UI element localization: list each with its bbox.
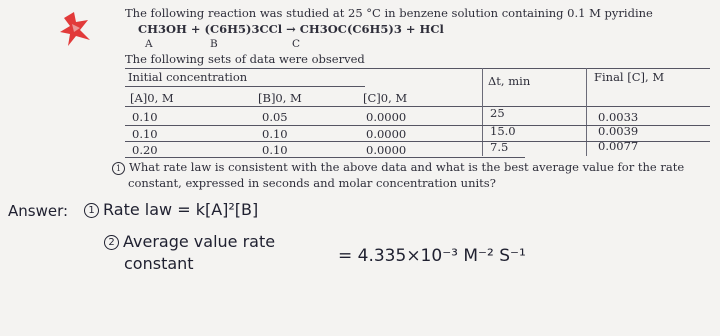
cell-a0: 0.10 xyxy=(132,127,158,141)
question-number-badge: 1 xyxy=(112,162,125,175)
answer-item-2 xyxy=(104,232,275,251)
species-label-c: C xyxy=(292,38,301,50)
cell-final-c: 0.0077 xyxy=(598,139,639,153)
initial-concentration-label: Initial concentration xyxy=(128,70,248,84)
average-rate-text: Average value rate xyxy=(123,232,276,251)
table-rule xyxy=(125,157,525,158)
cell-b0: 0.10 xyxy=(262,143,288,157)
header-a0: [A]0, M xyxy=(130,91,174,105)
header-delta-t: Δt, min xyxy=(488,74,531,88)
header-c0: [C]0, M xyxy=(363,91,408,105)
rate-law-text: Rate law = k[A]²[B] xyxy=(103,200,259,219)
cell-c0: 0.0000 xyxy=(366,127,407,141)
answer-label: Answer: xyxy=(8,202,69,220)
cell-c0: 0.0000 xyxy=(366,110,407,124)
question-line-1 xyxy=(112,160,684,175)
cell-delta-t: 7.5 xyxy=(490,140,509,154)
answer-number-badge: 2 xyxy=(104,235,119,250)
table-column-divider xyxy=(586,68,587,156)
species-label-a: A xyxy=(145,38,153,50)
answer-number-badge: 1 xyxy=(84,203,99,218)
question-line-2: constant, expressed in seconds and molar concentration units? xyxy=(128,176,496,190)
question-text-1: What rate law is consistent with the above data and what is the best average value for the rate xyxy=(129,160,685,174)
answer-item-1 xyxy=(84,200,258,219)
table-caption: The following sets of data were observed xyxy=(125,52,365,66)
answer-constant-label: constant xyxy=(124,254,194,273)
red-star-logo-icon xyxy=(58,10,94,48)
reaction-equation: CH3OH + (C6H5)3CCl → CH3OC(C6H5)3 + HCl xyxy=(138,22,444,36)
table-rule xyxy=(125,86,365,87)
cell-b0: 0.05 xyxy=(262,110,288,124)
cell-b0: 0.10 xyxy=(262,127,288,141)
header-final-c: Final [C], M xyxy=(594,70,665,84)
table-rule xyxy=(125,106,710,107)
cell-final-c: 0.0039 xyxy=(598,124,639,138)
cell-a0: 0.20 xyxy=(132,143,158,157)
cell-delta-t: 15.0 xyxy=(490,124,516,138)
cell-delta-t: 25 xyxy=(490,106,505,120)
table-rule xyxy=(125,68,710,69)
cell-c0: 0.0000 xyxy=(366,143,407,157)
cell-final-c: 0.0033 xyxy=(598,110,639,124)
header-b0: [B]0, M xyxy=(258,91,302,105)
rate-constant-value: = 4.335×10⁻³ M⁻² S⁻¹ xyxy=(338,246,526,266)
table-column-divider xyxy=(482,68,483,156)
cell-a0: 0.10 xyxy=(132,110,158,124)
problem-intro: The following reaction was studied at 25 °C in benzene solution containing 0.1 M pyridine xyxy=(125,6,653,20)
species-label-b: B xyxy=(210,38,218,50)
